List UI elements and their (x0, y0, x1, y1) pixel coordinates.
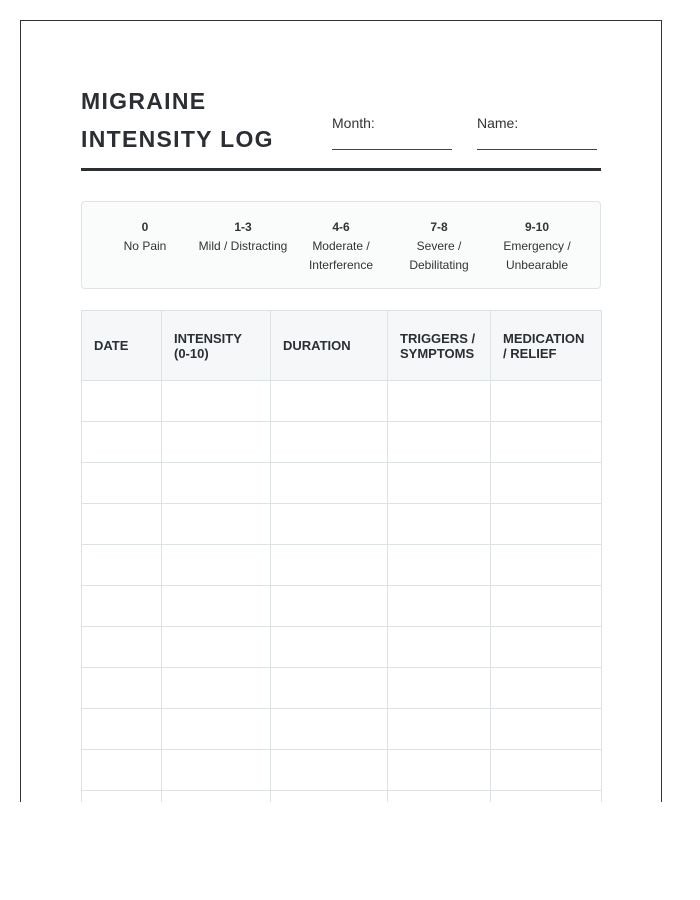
table-body (82, 381, 602, 803)
scale-desc: Moderate / (312, 239, 370, 253)
medication-cell[interactable] (491, 586, 602, 627)
medication-cell[interactable] (491, 627, 602, 668)
pain-scale-legend (81, 201, 601, 289)
scale-item-1-3 (194, 218, 292, 288)
scale-level: 9-10 (524, 220, 550, 234)
date-cell[interactable] (82, 668, 162, 709)
column-header-triggers: TRIGGERS / SYMPTOMS (388, 311, 491, 381)
triggers-cell[interactable] (388, 586, 491, 627)
scale-item-0 (96, 218, 194, 288)
duration-cell[interactable] (271, 545, 388, 586)
month-field[interactable] (332, 115, 452, 150)
medication-cell[interactable] (491, 750, 602, 791)
intensity-cell[interactable] (162, 627, 271, 668)
scale-desc: Severe / (416, 239, 462, 253)
scale-level: 1-3 (234, 220, 252, 234)
month-label: Month: (332, 115, 375, 131)
triggers-cell[interactable] (388, 750, 491, 791)
medication-cell[interactable] (491, 422, 602, 463)
date-cell[interactable] (82, 709, 162, 750)
date-cell[interactable] (82, 463, 162, 504)
scale-desc: Mild / Distracting (198, 239, 288, 253)
duration-cell[interactable] (271, 463, 388, 504)
title-line-2: INTENSITY LOG (81, 126, 274, 152)
duration-cell[interactable] (271, 709, 388, 750)
table-row (82, 381, 602, 422)
table-row (82, 545, 602, 586)
scale-level: 0 (141, 220, 149, 234)
date-cell[interactable] (82, 381, 162, 422)
medication-cell[interactable] (491, 668, 602, 709)
month-blank-line[interactable] (332, 149, 452, 150)
triggers-cell[interactable] (388, 668, 491, 709)
duration-cell[interactable] (271, 586, 388, 627)
scale-item-9-10 (488, 218, 586, 288)
duration-cell[interactable] (271, 627, 388, 668)
date-cell[interactable] (82, 750, 162, 791)
date-cell[interactable] (82, 586, 162, 627)
table-row (82, 586, 602, 627)
table-row (82, 791, 602, 803)
date-cell[interactable] (82, 791, 162, 803)
duration-cell[interactable] (271, 750, 388, 791)
header (81, 21, 601, 171)
column-header-medication: MEDICATION / RELIEF (491, 311, 602, 381)
intensity-cell[interactable] (162, 422, 271, 463)
triggers-cell[interactable] (388, 709, 491, 750)
intensity-cell[interactable] (162, 586, 271, 627)
table-row (82, 504, 602, 545)
date-cell[interactable] (82, 504, 162, 545)
intensity-cell[interactable] (162, 709, 271, 750)
scale-desc-2: Interference (308, 258, 374, 272)
table-row (82, 709, 602, 750)
scale-desc-2: Debilitating (409, 258, 469, 272)
intensity-cell[interactable] (162, 463, 271, 504)
intensity-cell[interactable] (162, 504, 271, 545)
log-table (81, 310, 602, 802)
table-row (82, 750, 602, 791)
medication-cell[interactable] (491, 791, 602, 803)
duration-cell[interactable] (271, 381, 388, 422)
duration-cell[interactable] (271, 668, 388, 709)
page-title (81, 82, 274, 158)
name-blank-line[interactable] (477, 149, 597, 150)
column-header-date: DATE (82, 311, 162, 381)
medication-cell[interactable] (491, 463, 602, 504)
medication-cell[interactable] (491, 504, 602, 545)
triggers-cell[interactable] (388, 422, 491, 463)
duration-cell[interactable] (271, 791, 388, 803)
duration-cell[interactable] (271, 422, 388, 463)
table-row (82, 627, 602, 668)
scale-level: 7-8 (430, 220, 448, 234)
triggers-cell[interactable] (388, 627, 491, 668)
intensity-cell[interactable] (162, 545, 271, 586)
title-line-1: MIGRAINE (81, 88, 207, 114)
column-header-duration: DURATION (271, 311, 388, 381)
triggers-cell[interactable] (388, 463, 491, 504)
intensity-cell[interactable] (162, 381, 271, 422)
medication-cell[interactable] (491, 545, 602, 586)
date-cell[interactable] (82, 545, 162, 586)
scale-desc-2: Unbearable (505, 258, 569, 272)
date-cell[interactable] (82, 627, 162, 668)
triggers-cell[interactable] (388, 504, 491, 545)
table-row (82, 668, 602, 709)
intensity-cell[interactable] (162, 750, 271, 791)
intensity-cell[interactable] (162, 668, 271, 709)
name-field[interactable] (477, 115, 597, 150)
medication-cell[interactable] (491, 381, 602, 422)
scale-level: 4-6 (332, 220, 350, 234)
intensity-cell[interactable] (162, 791, 271, 803)
scale-item-4-6 (292, 218, 390, 288)
medication-cell[interactable] (491, 709, 602, 750)
page-frame (20, 20, 662, 802)
table-row (82, 463, 602, 504)
scale-desc: No Pain (123, 239, 167, 253)
triggers-cell[interactable] (388, 791, 491, 803)
date-cell[interactable] (82, 422, 162, 463)
triggers-cell[interactable] (388, 381, 491, 422)
column-header-intensity: INTENSITY (0-10) (162, 311, 271, 381)
triggers-cell[interactable] (388, 545, 491, 586)
table-row (82, 422, 602, 463)
duration-cell[interactable] (271, 504, 388, 545)
scale-item-7-8 (390, 218, 488, 288)
scale-desc: Emergency / (503, 239, 571, 253)
table-header-row (82, 311, 602, 381)
name-label: Name: (477, 115, 519, 131)
